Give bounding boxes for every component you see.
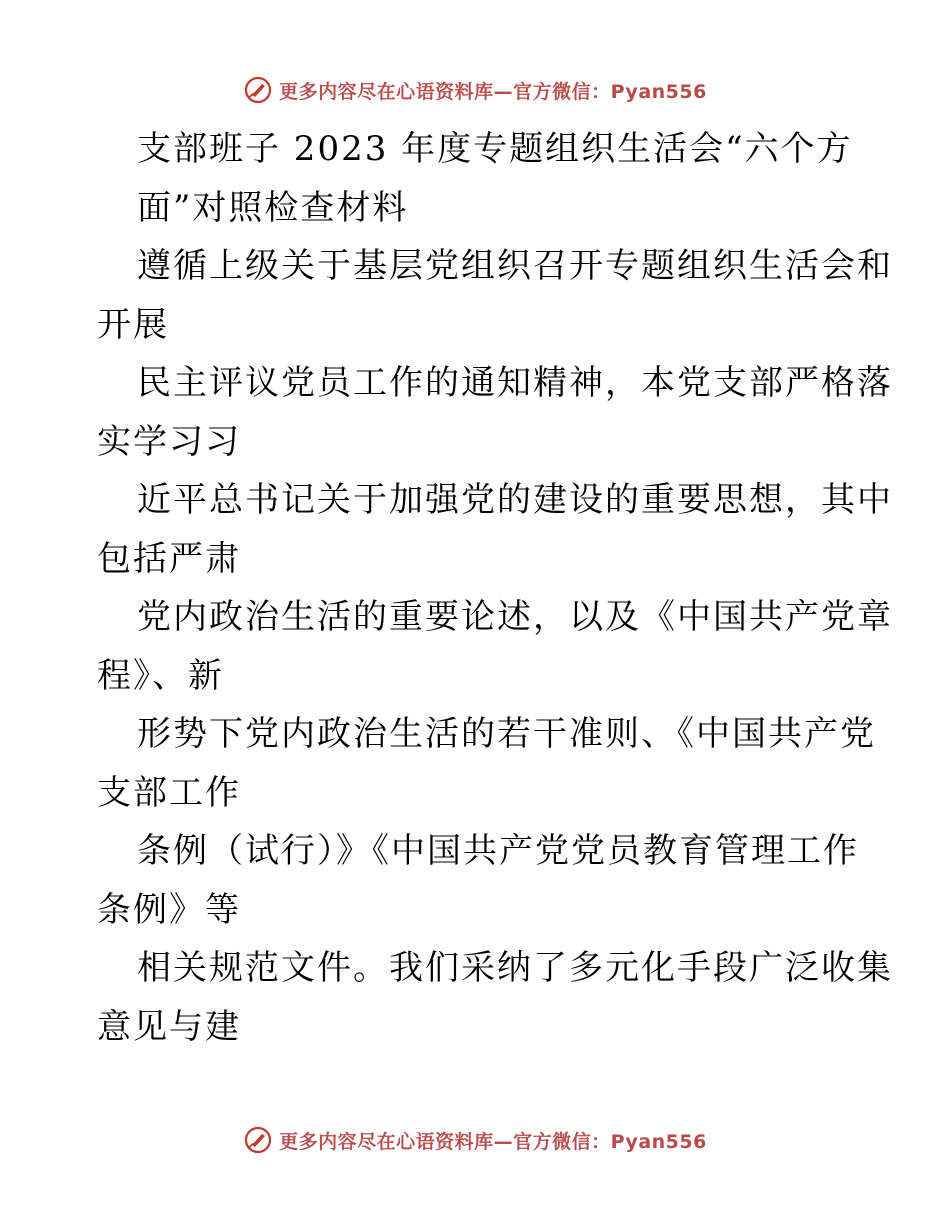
paragraph-line: 党内政治生活的重要论述，以及《中国共产党章 (137, 597, 893, 637)
paragraph-line: 民主评议党员工作的通知精神，本党支部严格落 (137, 363, 893, 403)
footer-banner-text: 更多内容尽在心语资料库—官方微信：Pyan556 (279, 1130, 707, 1153)
paragraph-line: 支部工作 (97, 772, 241, 813)
paragraph-line: 遵循上级关于基层党组织召开专题组织生活会和 (137, 246, 893, 286)
paragraph-line: 实学习习 (97, 421, 241, 462)
footer-banner (0, 1120, 950, 1160)
paragraph-line: 意见与建 (97, 1006, 241, 1047)
document-title-line-2: 面”对照检查材料 (137, 187, 409, 228)
paragraph-line: 程》、新 (97, 655, 224, 696)
paragraph-line: 开展 (97, 304, 169, 345)
paragraph-line: 相关规范文件。我们采纳了多元化手段广泛收集 (137, 948, 893, 988)
paragraph-line: 条例（试行）》《中国共产党党员教育管理工作 (137, 831, 859, 871)
paragraph-line: 包括严肃 (97, 538, 241, 579)
header-banner-text: 更多内容尽在心语资料库—官方微信：Pyan556 (279, 80, 707, 103)
document-title-line-1: 支部班子 2023 年度专题组织生活会“六个方 (137, 129, 853, 169)
paragraph-line: 近平总书记关于加强党的建设的重要思想，其中 (137, 480, 893, 520)
pen-logo-icon (243, 1125, 273, 1155)
header-banner (0, 70, 950, 110)
paragraph-line: 条例》等 (97, 889, 241, 930)
paragraph-line: 形势下党内政治生活的若干准则、《中国共产党 (137, 714, 876, 754)
pen-logo-icon (243, 75, 273, 105)
document-body (97, 120, 893, 1056)
